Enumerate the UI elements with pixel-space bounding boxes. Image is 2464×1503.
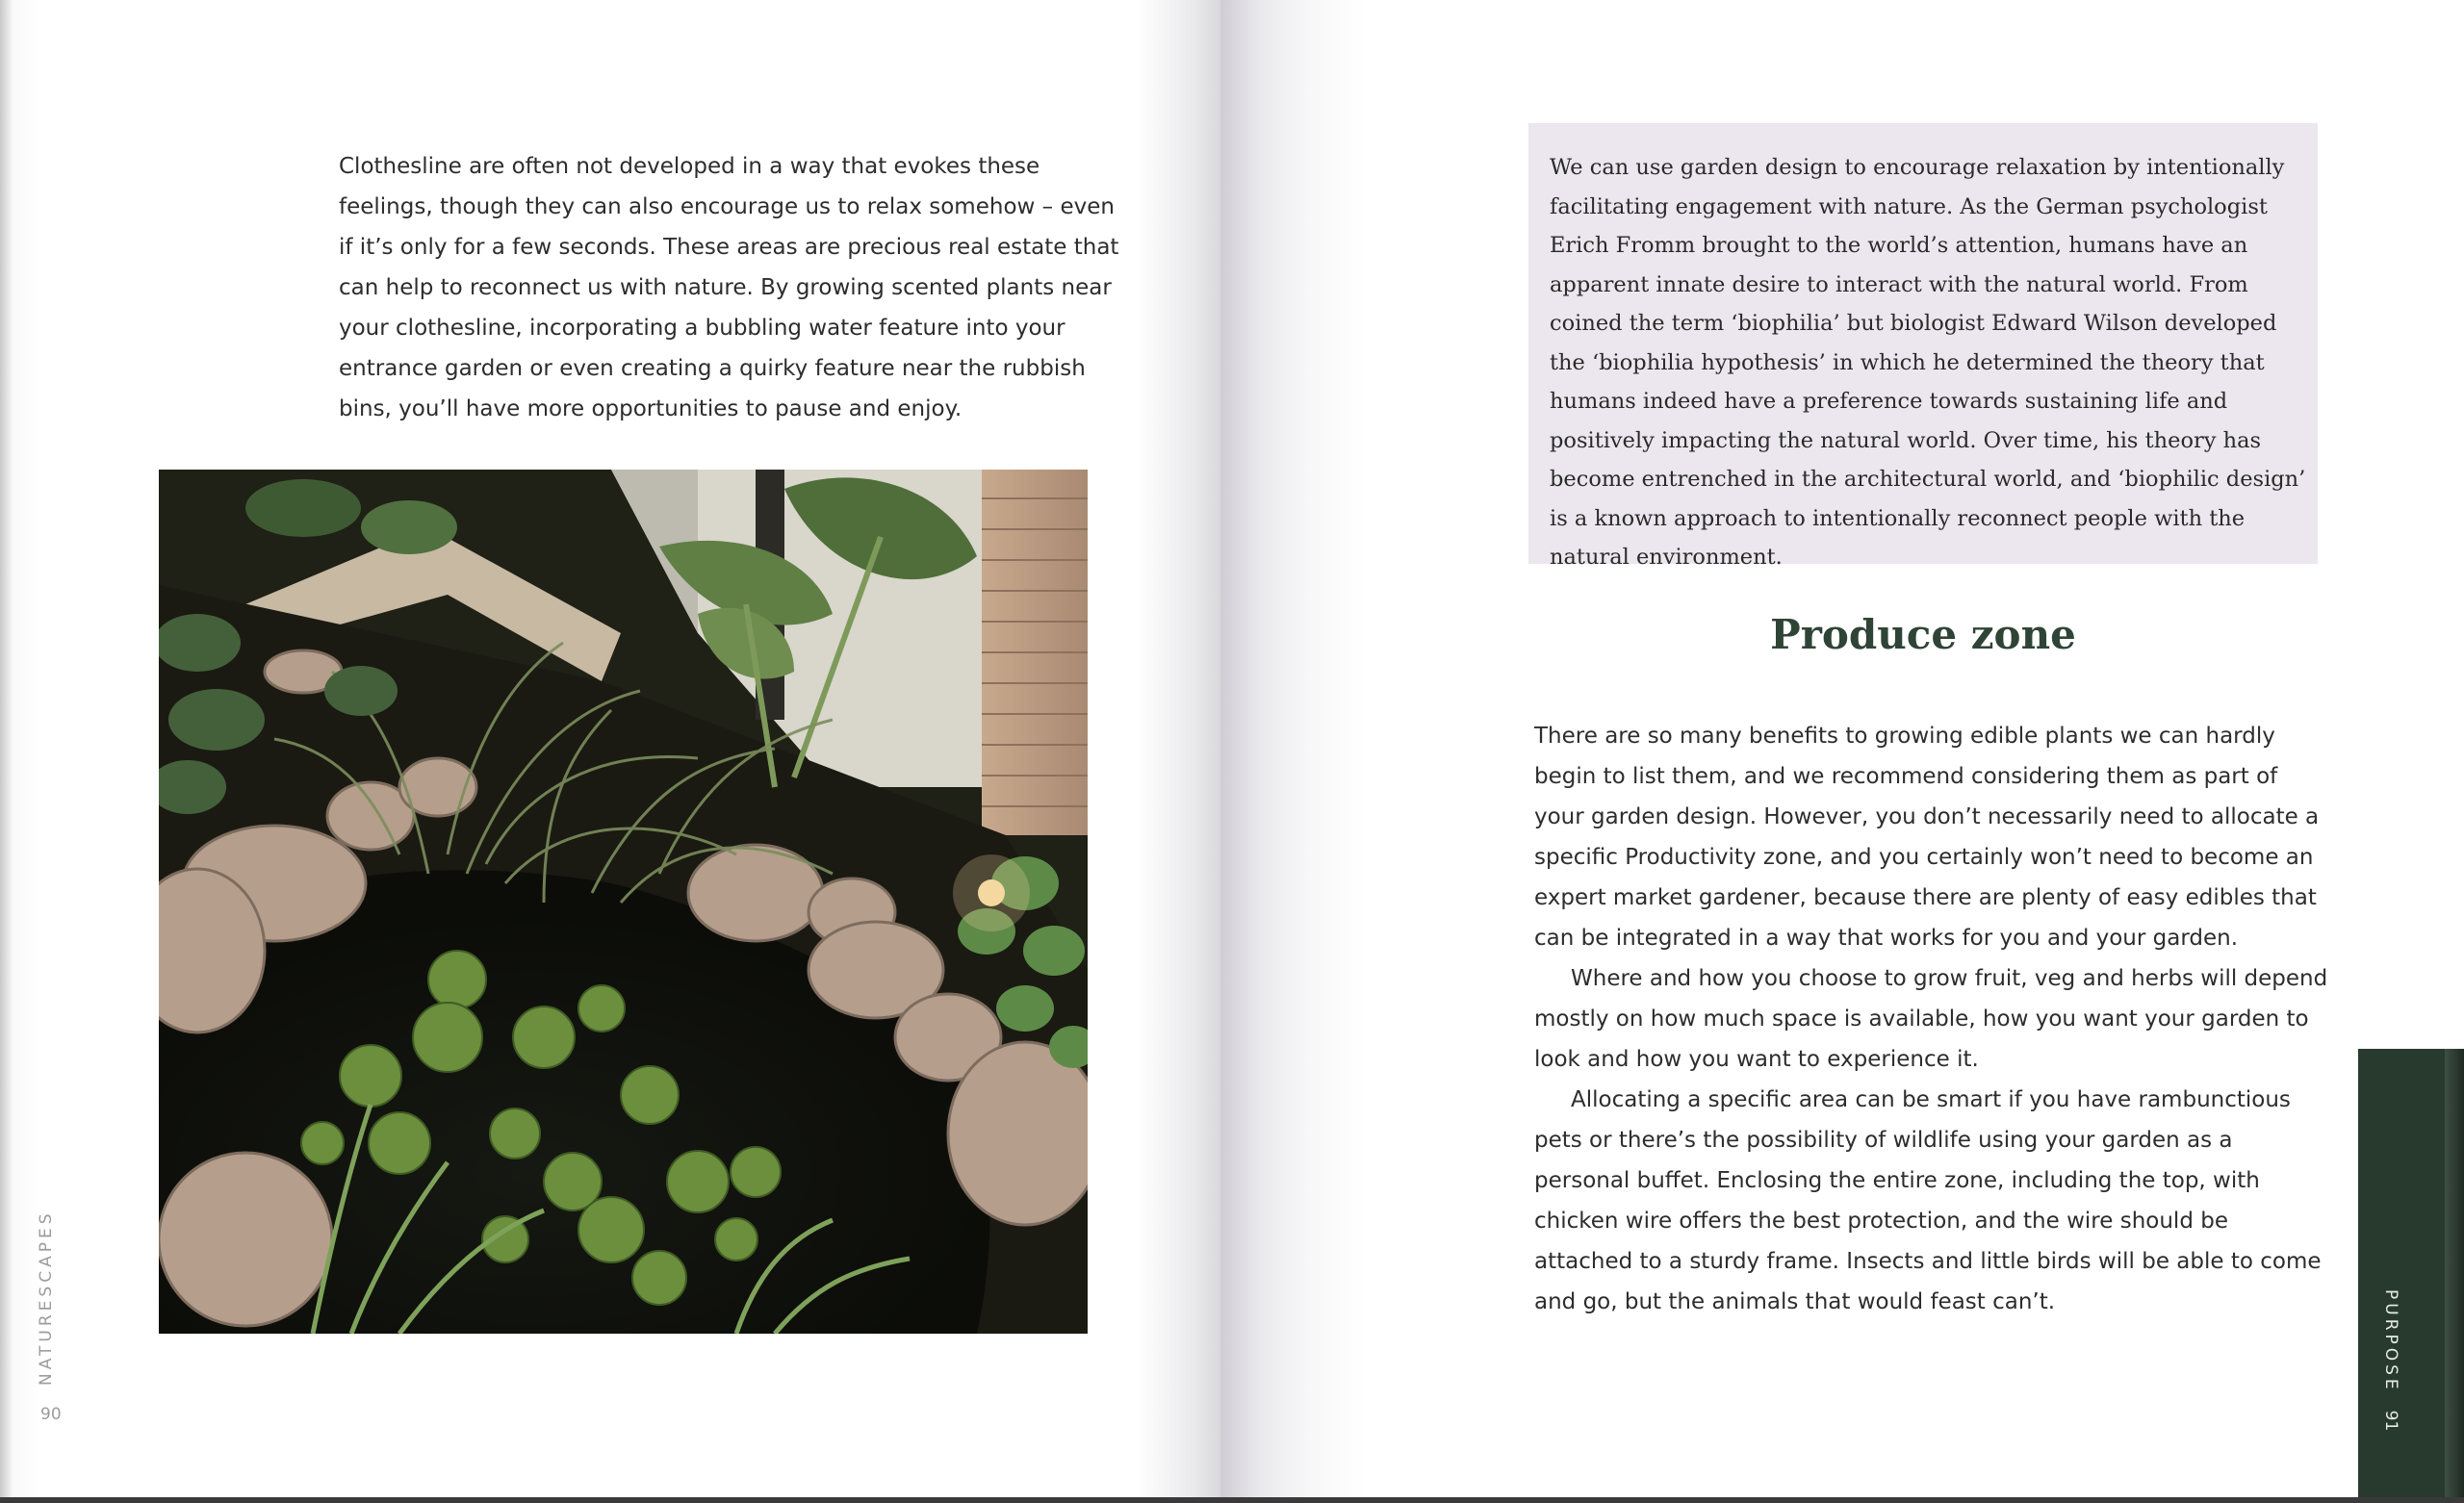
pull-quote-box	[1528, 123, 2318, 570]
chapter-tab	[2358, 1049, 2445, 1499]
section-heading: Produce zone	[1770, 611, 2076, 658]
right-body-text	[1534, 716, 2333, 1322]
paragraph: Where and how you choose to grow fruit, veg and herbs will depend mostly on how much space is available, how you want your garden to look and how you want to experience it.	[1534, 966, 2328, 1072]
garden-pond-photo	[159, 470, 1088, 1334]
left-body-text	[339, 146, 1130, 429]
page-stack-edge	[2445, 1049, 2464, 1499]
pull-quote-text: We can use garden design to encourage relaxation by intentionally facilitating engagement with nature. As the German psychologist Erich Fromm brought to the world’s attention, humans have an apparent innate desire to interact with the natural world. From coined the term ‘biophilia’ but biologist Edward Wilson developed the ‘biophilia hypothesis’ in which he determined the theory that humans indeed have a preference towards sustaining life and positively impacting the natural world. Over time, his theory has become entrenched in the architectural world, and ‘biophilic design’ is a known approach to intentionally reconnect people with the natural environment.	[1550, 155, 2306, 570]
left-paragraph: Clothesline are often not developed in a way that evokes these feelings, though they can also encourage us to relax somehow – even if it’s only for a few seconds. These areas are precious real estate that can help to reconnect us with nature. By growing scented plants near your clothesline, incorporating a bubbling water feature into your entrance garden or even creating a quirky feature near the rubbish bins, you’ll have more opportunities to pause and enjoy.	[339, 154, 1119, 421]
page-number-right: 91	[2381, 1410, 2400, 1432]
chapter-tab-label	[2381, 1289, 2400, 1431]
tab-label: PURPOSE	[2381, 1289, 2400, 1393]
paragraph: Allocating a specific area can be smart if you have rambunctious pets or there’s the possibility of wildlife using your garden as a personal buffet. Enclosing the entire zone, including the top, with chicken wire offers the best protection, and the wire should be attached to a sturdy frame. Insects and little birds will be able to come and go, but the animals that would feast can’t.	[1534, 1087, 2322, 1314]
page-edge	[0, 0, 12, 1499]
paragraph: There are so many benefits to growing edible plants we can hardly begin to list them, and we recommend considering them as part of your garden design. However, you don’t necessarily need to allocate a specific Productivity zone, and you certainly won’t need to become an expert market gardener, because there are plenty of easy edibles that can be integrated in a way that works for you and your garden.	[1534, 724, 2320, 951]
page-number-left: 90	[40, 1405, 62, 1424]
running-head-left: NATURESCAPES	[37, 1210, 56, 1386]
bottom-edge	[0, 1497, 2464, 1503]
